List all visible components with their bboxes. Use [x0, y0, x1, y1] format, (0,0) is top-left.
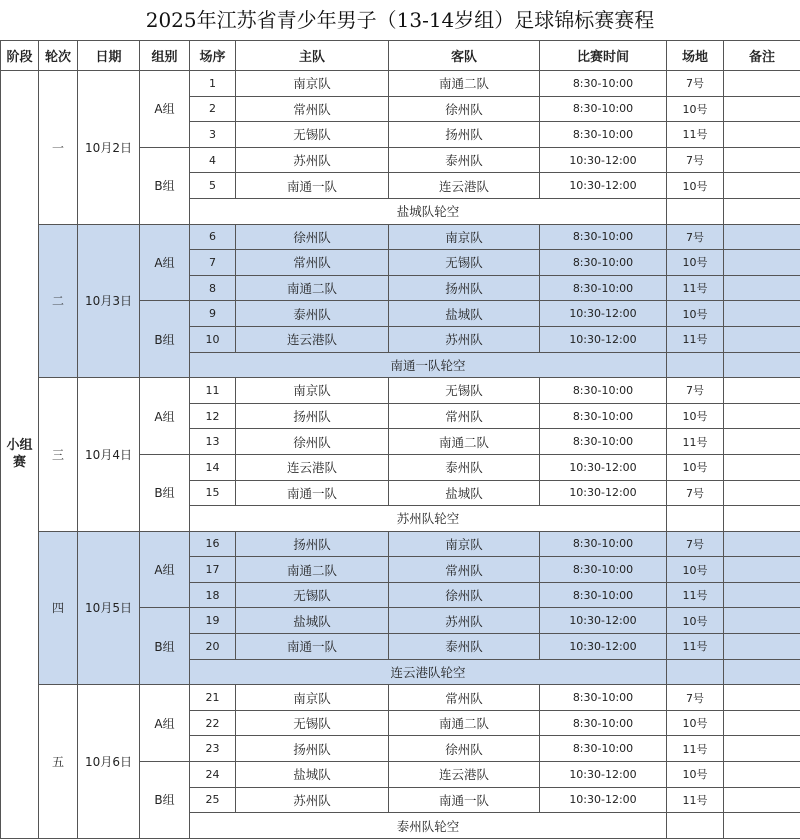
- time-cell: 10:30-12:00: [540, 480, 667, 506]
- note-cell: [724, 557, 800, 583]
- match-no-cell: 10: [190, 326, 236, 352]
- venue-cell: 10号: [667, 250, 724, 276]
- venue-cell: 11号: [667, 736, 724, 762]
- away-team-cell: 苏州队: [389, 326, 540, 352]
- bye-note-cell: [724, 659, 800, 685]
- group-cell: B组: [140, 454, 190, 531]
- table-row: [1, 378, 800, 404]
- away-team-cell: 常州队: [389, 557, 540, 583]
- away-team-cell: 盐城队: [389, 301, 540, 327]
- match-no-cell: 5: [190, 173, 236, 199]
- group-cell: B组: [140, 608, 190, 685]
- home-team-cell: 南通二队: [236, 557, 389, 583]
- match-no-cell: 2: [190, 96, 236, 122]
- away-team-cell: 扬州队: [389, 275, 540, 301]
- date-cell: 10月3日: [78, 224, 140, 378]
- home-team-cell: 南京队: [236, 685, 389, 711]
- time-cell: 8:30-10:00: [540, 224, 667, 250]
- match-no-cell: 4: [190, 147, 236, 173]
- match-no-cell: 22: [190, 710, 236, 736]
- venue-cell: 10号: [667, 608, 724, 634]
- note-cell: [724, 634, 800, 660]
- header-match-no: 场序: [190, 41, 236, 71]
- venue-cell: 10号: [667, 403, 724, 429]
- note-cell: [724, 429, 800, 455]
- bye-note-cell: [724, 352, 800, 378]
- time-cell: 10:30-12:00: [540, 634, 667, 660]
- home-team-cell: 扬州队: [236, 736, 389, 762]
- away-team-cell: 连云港队: [389, 173, 540, 199]
- venue-cell: 11号: [667, 326, 724, 352]
- round-cell: 五: [39, 685, 78, 839]
- header-stage: 阶段: [1, 41, 39, 71]
- time-cell: 10:30-12:00: [540, 326, 667, 352]
- venue-cell: 10号: [667, 710, 724, 736]
- bye-venue-cell: [667, 506, 724, 532]
- venue-cell: 11号: [667, 122, 724, 148]
- table-row: [1, 685, 800, 711]
- away-team-cell: 徐州队: [389, 736, 540, 762]
- venue-cell: 7号: [667, 531, 724, 557]
- bye-cell: 盐城队轮空: [190, 198, 667, 224]
- time-cell: 8:30-10:00: [540, 96, 667, 122]
- away-team-cell: 南通二队: [389, 71, 540, 97]
- note-cell: [724, 531, 800, 557]
- time-cell: 8:30-10:00: [540, 685, 667, 711]
- home-team-cell: 南通二队: [236, 275, 389, 301]
- away-team-cell: 常州队: [389, 685, 540, 711]
- match-no-cell: 13: [190, 429, 236, 455]
- header-date: 日期: [78, 41, 140, 71]
- home-team-cell: 南京队: [236, 378, 389, 404]
- round-cell: 二: [39, 224, 78, 378]
- time-cell: 10:30-12:00: [540, 301, 667, 327]
- time-cell: 10:30-12:00: [540, 454, 667, 480]
- note-cell: [724, 301, 800, 327]
- group-cell: A组: [140, 71, 190, 148]
- home-team-cell: 苏州队: [236, 147, 389, 173]
- time-cell: 10:30-12:00: [540, 762, 667, 788]
- note-cell: [724, 224, 800, 250]
- home-team-cell: 苏州队: [236, 787, 389, 813]
- home-team-cell: 盐城队: [236, 608, 389, 634]
- group-cell: B组: [140, 301, 190, 378]
- match-no-cell: 1: [190, 71, 236, 97]
- time-cell: 8:30-10:00: [540, 582, 667, 608]
- home-team-cell: 泰州队: [236, 301, 389, 327]
- venue-cell: 7号: [667, 480, 724, 506]
- bye-cell: 连云港队轮空: [190, 659, 667, 685]
- away-team-cell: 泰州队: [389, 454, 540, 480]
- note-cell: [724, 685, 800, 711]
- bye-cell: 苏州队轮空: [190, 506, 667, 532]
- match-no-cell: 11: [190, 378, 236, 404]
- venue-cell: 10号: [667, 301, 724, 327]
- date-cell: 10月4日: [78, 378, 140, 532]
- match-no-cell: 8: [190, 275, 236, 301]
- away-team-cell: 扬州队: [389, 122, 540, 148]
- note-cell: [724, 71, 800, 97]
- away-team-cell: 盐城队: [389, 480, 540, 506]
- bye-cell: 南通一队轮空: [190, 352, 667, 378]
- venue-cell: 7号: [667, 685, 724, 711]
- time-cell: 8:30-10:00: [540, 71, 667, 97]
- venue-cell: 10号: [667, 96, 724, 122]
- time-cell: 10:30-12:00: [540, 147, 667, 173]
- away-team-cell: 常州队: [389, 403, 540, 429]
- away-team-cell: 苏州队: [389, 608, 540, 634]
- note-cell: [724, 122, 800, 148]
- bye-note-cell: [724, 506, 800, 532]
- round-cell: 四: [39, 531, 78, 685]
- time-cell: 10:30-12:00: [540, 173, 667, 199]
- round-cell: 一: [39, 71, 78, 225]
- venue-cell: 10号: [667, 454, 724, 480]
- venue-cell: 10号: [667, 557, 724, 583]
- bye-venue-cell: [667, 352, 724, 378]
- away-team-cell: 无锡队: [389, 250, 540, 276]
- date-cell: 10月5日: [78, 531, 140, 685]
- time-cell: 8:30-10:00: [540, 403, 667, 429]
- note-cell: [724, 710, 800, 736]
- match-no-cell: 3: [190, 122, 236, 148]
- home-team-cell: 徐州队: [236, 224, 389, 250]
- group-cell: A组: [140, 531, 190, 608]
- venue-cell: 11号: [667, 787, 724, 813]
- note-cell: [724, 762, 800, 788]
- note-cell: [724, 378, 800, 404]
- bye-venue-cell: [667, 198, 724, 224]
- note-cell: [724, 480, 800, 506]
- match-no-cell: 24: [190, 762, 236, 788]
- venue-cell: 7号: [667, 147, 724, 173]
- note-cell: [724, 326, 800, 352]
- time-cell: 8:30-10:00: [540, 275, 667, 301]
- home-team-cell: 盐城队: [236, 762, 389, 788]
- venue-cell: 11号: [667, 582, 724, 608]
- away-team-cell: 南通二队: [389, 429, 540, 455]
- table-row: [1, 224, 800, 250]
- note-cell: [724, 787, 800, 813]
- venue-cell: 11号: [667, 634, 724, 660]
- time-cell: 8:30-10:00: [540, 429, 667, 455]
- home-team-cell: 连云港队: [236, 454, 389, 480]
- match-no-cell: 6: [190, 224, 236, 250]
- bye-note-cell: [724, 198, 800, 224]
- away-team-cell: 南京队: [389, 531, 540, 557]
- match-no-cell: 16: [190, 531, 236, 557]
- header-time: 比赛时间: [540, 41, 667, 71]
- time-cell: 8:30-10:00: [540, 710, 667, 736]
- bye-cell: 泰州队轮空: [190, 813, 667, 839]
- home-team-cell: 南通一队: [236, 173, 389, 199]
- time-cell: 8:30-10:00: [540, 531, 667, 557]
- table-row: [1, 531, 800, 557]
- group-cell: A组: [140, 378, 190, 455]
- note-cell: [724, 403, 800, 429]
- time-cell: 8:30-10:00: [540, 736, 667, 762]
- home-team-cell: 无锡队: [236, 122, 389, 148]
- venue-cell: 7号: [667, 378, 724, 404]
- header-home: 主队: [236, 41, 389, 71]
- header-venue: 场地: [667, 41, 724, 71]
- header-note: 备注: [724, 41, 800, 71]
- note-cell: [724, 96, 800, 122]
- away-team-cell: 南通二队: [389, 710, 540, 736]
- home-team-cell: 扬州队: [236, 531, 389, 557]
- home-team-cell: 常州队: [236, 250, 389, 276]
- page-title: 2025年江苏省青少年男子（13-14岁组）足球锦标赛赛程: [145, 8, 655, 32]
- match-no-cell: 21: [190, 685, 236, 711]
- time-cell: 10:30-12:00: [540, 787, 667, 813]
- home-team-cell: 南通一队: [236, 634, 389, 660]
- group-cell: B组: [140, 147, 190, 224]
- match-no-cell: 12: [190, 403, 236, 429]
- note-cell: [724, 454, 800, 480]
- venue-cell: 7号: [667, 224, 724, 250]
- time-cell: 8:30-10:00: [540, 378, 667, 404]
- away-team-cell: 南通一队: [389, 787, 540, 813]
- away-team-cell: 连云港队: [389, 762, 540, 788]
- venue-cell: 10号: [667, 762, 724, 788]
- match-no-cell: 15: [190, 480, 236, 506]
- header-row: [1, 41, 800, 71]
- home-team-cell: 南通一队: [236, 480, 389, 506]
- group-cell: A组: [140, 224, 190, 301]
- note-cell: [724, 275, 800, 301]
- match-no-cell: 9: [190, 301, 236, 327]
- match-no-cell: 19: [190, 608, 236, 634]
- header-round: 轮次: [39, 41, 78, 71]
- schedule-table: [0, 40, 800, 839]
- home-team-cell: 连云港队: [236, 326, 389, 352]
- away-team-cell: 徐州队: [389, 96, 540, 122]
- note-cell: [724, 736, 800, 762]
- time-cell: 10:30-12:00: [540, 608, 667, 634]
- match-no-cell: 17: [190, 557, 236, 583]
- match-no-cell: 20: [190, 634, 236, 660]
- note-cell: [724, 250, 800, 276]
- home-team-cell: 常州队: [236, 96, 389, 122]
- home-team-cell: 扬州队: [236, 403, 389, 429]
- note-cell: [724, 173, 800, 199]
- venue-cell: 11号: [667, 429, 724, 455]
- match-no-cell: 23: [190, 736, 236, 762]
- home-team-cell: 无锡队: [236, 710, 389, 736]
- home-team-cell: 徐州队: [236, 429, 389, 455]
- away-team-cell: 无锡队: [389, 378, 540, 404]
- bye-venue-cell: [667, 659, 724, 685]
- match-no-cell: 18: [190, 582, 236, 608]
- match-no-cell: 7: [190, 250, 236, 276]
- header-away: 客队: [389, 41, 540, 71]
- home-team-cell: 南京队: [236, 71, 389, 97]
- home-team-cell: 无锡队: [236, 582, 389, 608]
- match-no-cell: 14: [190, 454, 236, 480]
- note-cell: [724, 608, 800, 634]
- table-row: [1, 71, 800, 97]
- note-cell: [724, 147, 800, 173]
- date-cell: 10月6日: [78, 685, 140, 839]
- away-team-cell: 泰州队: [389, 634, 540, 660]
- away-team-cell: 徐州队: [389, 582, 540, 608]
- venue-cell: 11号: [667, 275, 724, 301]
- group-cell: A组: [140, 685, 190, 762]
- round-cell: 三: [39, 378, 78, 532]
- match-no-cell: 25: [190, 787, 236, 813]
- away-team-cell: 南京队: [389, 224, 540, 250]
- stage-cell: 小组赛: [1, 71, 39, 839]
- header-group: 组别: [140, 41, 190, 71]
- away-team-cell: 泰州队: [389, 147, 540, 173]
- note-cell: [724, 582, 800, 608]
- time-cell: 8:30-10:00: [540, 122, 667, 148]
- venue-cell: 10号: [667, 173, 724, 199]
- time-cell: 8:30-10:00: [540, 557, 667, 583]
- time-cell: 8:30-10:00: [540, 250, 667, 276]
- bye-note-cell: [724, 813, 800, 839]
- venue-cell: 7号: [667, 71, 724, 97]
- group-cell: B组: [140, 762, 190, 839]
- bye-venue-cell: [667, 813, 724, 839]
- date-cell: 10月2日: [78, 71, 140, 225]
